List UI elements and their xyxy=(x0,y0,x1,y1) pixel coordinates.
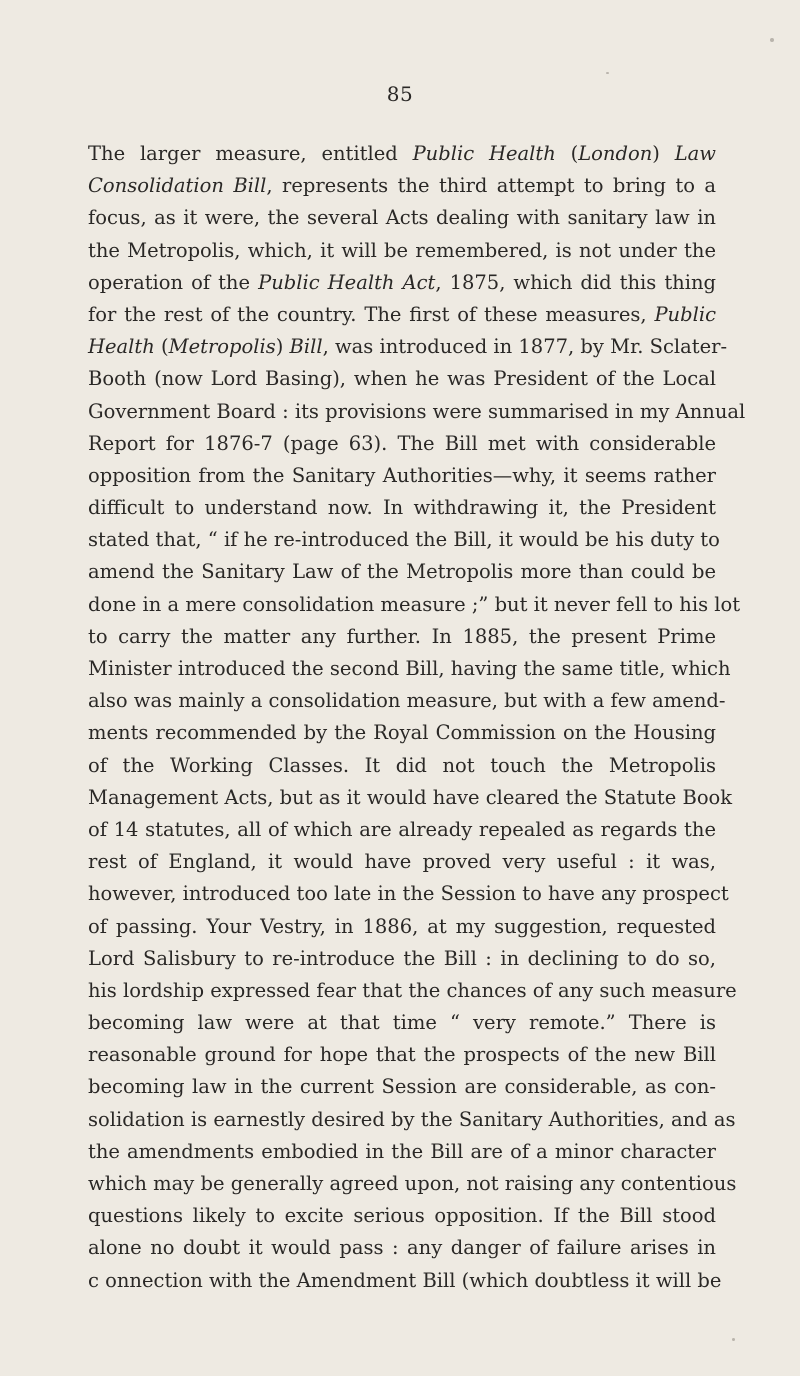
text-run: solidation is earnestly desired by the Sanitary Authorities, and as xyxy=(88,1107,736,1131)
text-line xyxy=(88,685,726,717)
text-line xyxy=(88,1265,722,1297)
text-line xyxy=(88,331,728,363)
italic-title-text: Metropolis xyxy=(168,335,276,359)
text-run: focus, as it were, the several Acts dealing with sanitary law in xyxy=(88,206,716,230)
text-run: ( xyxy=(154,335,169,359)
text-run: opposition from the Sanitary Authorities—why, it seems rather xyxy=(88,463,716,487)
text-run: of passing. Your Vestry, in 1886, at my suggestion, requested xyxy=(88,914,716,938)
text-run: stated that, “ if he re-introduced the Bill, it would be his duty to xyxy=(88,528,720,552)
text-run: ) xyxy=(652,142,675,165)
paper-speck xyxy=(606,72,609,74)
text-run: Minister introduced the second Bill, having the same title, which xyxy=(88,657,731,680)
text-run: ( xyxy=(555,142,579,165)
text-line xyxy=(88,589,741,621)
text-run: alone no doubt it would pass : any danger of failure arises in xyxy=(88,1236,716,1260)
italic-title-text: Consolidation Bill xyxy=(88,174,267,198)
text-run: , 1875, which did this thing xyxy=(435,270,716,294)
text-run: however, introduced too late in the Session to have any prospect xyxy=(88,882,729,906)
text-line xyxy=(88,750,716,782)
text-run: his lordship expressed fear that the chances of any such measure xyxy=(88,978,737,1002)
text-run: also was mainly a consolidation measure, but with a few amend- xyxy=(88,689,726,713)
paper-speck xyxy=(770,38,774,42)
text-line xyxy=(88,878,729,910)
text-run: difficult to understand now. In withdrawing it, the President xyxy=(88,496,716,520)
text-line xyxy=(88,138,716,170)
text-run: Report for 1876-7 (page 63). The Bill met with considerable xyxy=(88,431,716,455)
text-run: to carry the matter any further. In 1885, the present Prime xyxy=(88,624,716,648)
text-run: Booth (now Lord Basing), when he was President of the Local xyxy=(88,367,716,391)
italic-title-text: Bill xyxy=(289,335,323,359)
italic-title-text: Health xyxy=(88,335,155,359)
text-run: , was introduced in 1877, by Mr. Sclater- xyxy=(322,335,728,359)
text-line xyxy=(88,653,731,685)
italic-title-text: Public xyxy=(654,302,716,326)
page-number: 85 xyxy=(386,82,414,106)
text-run: for the rest of the country. The first of these measures, xyxy=(88,302,655,326)
italic-title-text: Public Health Act xyxy=(258,270,436,294)
text-run: amend the Sanitary Law of the Metropolis more than could be xyxy=(88,560,716,584)
text-line xyxy=(88,846,716,878)
text-line xyxy=(88,267,716,299)
text-line xyxy=(88,524,720,556)
text-run: becoming law were at that time “ very remote.” There is xyxy=(88,1011,716,1035)
text-line xyxy=(88,1104,736,1136)
text-run: the amendments embodied in the Bill are of a minor character xyxy=(88,1139,716,1163)
paper-speck xyxy=(732,1338,735,1341)
text-line xyxy=(88,170,716,202)
text-run: c onnection with the Amendment Bill (which doubtless it will be xyxy=(88,1268,722,1292)
text-line xyxy=(88,621,716,653)
text-run: reasonable ground for hope that the prospects of the new Bill xyxy=(88,1043,716,1067)
text-line xyxy=(88,299,716,331)
text-line xyxy=(88,428,716,460)
text-line xyxy=(88,911,716,943)
text-line xyxy=(88,1232,716,1264)
text-run: questions likely to excite serious opposition. If the Bill stood xyxy=(88,1204,716,1228)
text-run: ments recommended by the Royal Commission on the Housing xyxy=(88,721,716,745)
body-paragraph xyxy=(88,138,746,1297)
italic-title-text: Public Health xyxy=(412,142,556,165)
text-line xyxy=(88,556,716,588)
text-run: , represents the third attempt to bring to a xyxy=(266,174,716,198)
text-line xyxy=(88,943,716,975)
text-run: Lord Salisbury to re-introduce the Bill : in declining to do so, xyxy=(88,946,716,970)
text-line xyxy=(88,1136,716,1168)
text-line xyxy=(88,717,716,749)
text-line xyxy=(88,1200,716,1232)
text-line xyxy=(88,975,737,1007)
text-run: The larger measure, entitled xyxy=(88,142,413,165)
text-line xyxy=(88,202,716,234)
text-line xyxy=(88,235,716,267)
italic-title-text: London xyxy=(578,142,653,165)
text-line xyxy=(88,814,716,846)
text-line xyxy=(88,492,716,524)
text-run: which may be generally agreed upon, not raising any contentious xyxy=(88,1172,737,1195)
text-run: rest of England, it would have proved very useful : it was, xyxy=(88,850,716,874)
text-line xyxy=(88,782,733,814)
text-run: ) xyxy=(275,335,290,359)
text-run: Management Acts, but as it would have cleared the Statute Book xyxy=(88,785,733,809)
text-line xyxy=(88,1039,716,1071)
text-run: of 14 statutes, all of which are already repealed as regards the xyxy=(88,817,716,841)
text-line xyxy=(88,1168,737,1200)
text-run: operation of the xyxy=(88,270,259,294)
italic-title-text: Law xyxy=(674,142,716,165)
text-line xyxy=(88,1071,716,1103)
text-run: Government Board : its provisions were summarised in my Annual xyxy=(88,399,746,423)
text-run: of the Working Classes. It did not touch the Metropolis xyxy=(88,753,716,777)
text-run: becoming law in the current Session are considerable, as con- xyxy=(88,1075,716,1099)
text-line xyxy=(88,396,746,428)
text-run: done in a mere consolidation measure ;” but it never fell to his lot xyxy=(88,592,741,616)
text-line xyxy=(88,363,716,395)
text-line xyxy=(88,1007,716,1039)
text-line xyxy=(88,460,716,492)
text-run: the Metropolis, which, it will be remembered, is not under the xyxy=(88,238,716,262)
